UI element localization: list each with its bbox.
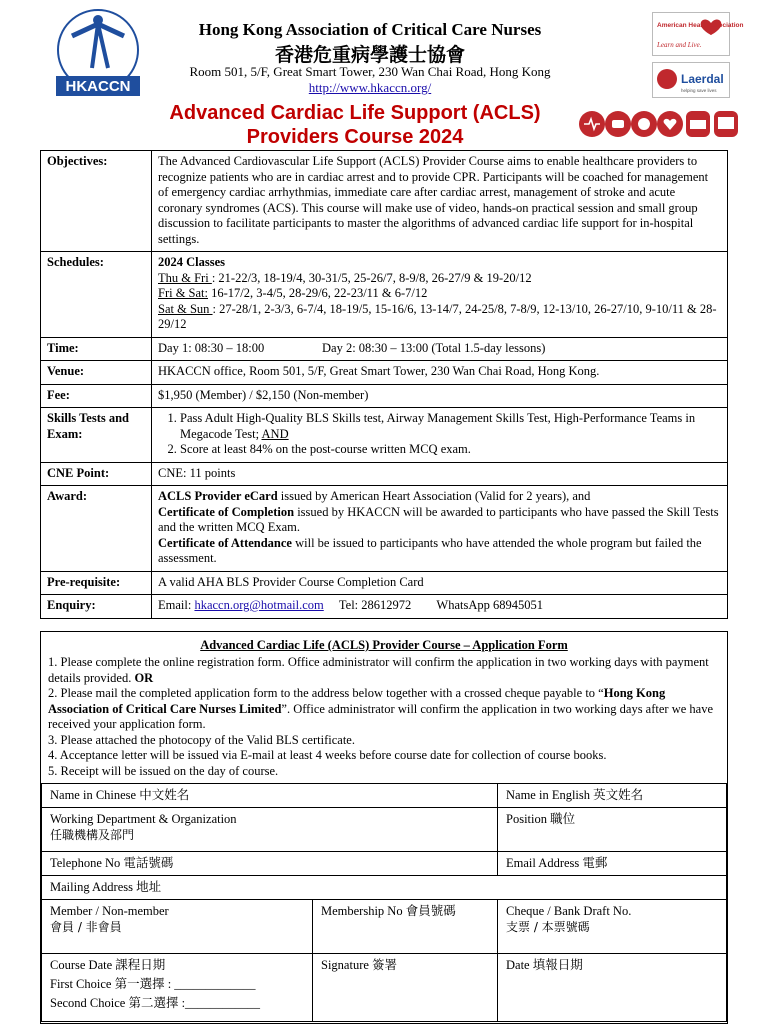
time-label: Time: — [41, 337, 152, 361]
mailing-address-field[interactable]: Mailing Address 地址 — [42, 876, 727, 900]
membership-no-field[interactable]: Membership No 會員號碼 — [313, 900, 498, 954]
skills-item-1: 1. Pass Adult High-Quality BLS Skills test, Airway Management Skills Test, High-Performance Teams in Megacode Test; AND — [180, 411, 721, 442]
enquiry-row — [41, 595, 728, 619]
member-status-field[interactable]: Member / Non-member 會員 / 非會員 — [42, 900, 313, 954]
email-field[interactable]: Email Address 電郵 — [498, 852, 727, 876]
prereq-text: A valid AHA BLS Provider Course Completion Card — [152, 571, 728, 595]
svg-text:helping save lives: helping save lives — [681, 88, 717, 93]
cne-label: CNE Point: — [41, 462, 152, 486]
cne-text: CNE: 11 points — [152, 462, 728, 486]
svg-text:Laerdal: Laerdal — [681, 72, 724, 86]
form-instructions — [48, 655, 716, 779]
first-choice-field[interactable]: First Choice 第一選擇 : _____________ — [50, 977, 256, 991]
award-cell: ACLS Provider eCard issued by American Heart Association (Valid for 2 years), and Certificate of Completion issued by HKACCN will be awarded to participants who have passed the Skill Tests and the written MCQ Exam. Certificate of Attendance will be issued to participants who have attended the whole program but failed the assessment. — [152, 486, 728, 572]
venue-row — [41, 361, 728, 385]
fee-row — [41, 384, 728, 408]
fee-text: $1,950 (Member) / $2,150 (Non-member) — [152, 384, 728, 408]
objectives-row — [41, 151, 728, 252]
course-info-table — [40, 150, 728, 619]
schedules-label: Schedules: — [41, 252, 152, 338]
course-icons-strip — [578, 108, 738, 138]
objectives-label: Objectives: — [41, 151, 152, 252]
org-name-en: Hong Kong Association of Critical Care Nurses — [198, 20, 542, 39]
fee-label: Fee: — [41, 384, 152, 408]
signature-field[interactable]: Signature 簽署 — [313, 954, 498, 1022]
skills-item-2: 2. Score at least 84% on the post-course written MCQ exam. — [180, 442, 721, 458]
instruction-1: 1. Please complete the online registration form. Office administrator will confirm the application in two working days with payment details provided. OR — [48, 655, 709, 685]
org-website-link[interactable]: http://www.hkaccn.org/ — [308, 80, 432, 95]
laerdal-logo — [652, 62, 730, 98]
time-cell: Day 1: 08:30 – 18:00 Day 2: 08:30 – 13:00 (Total 1.5-day lessons) — [152, 337, 728, 361]
hkaccn-logo — [42, 6, 154, 102]
award-label: Award: — [41, 486, 152, 572]
objectives-text: The Advanced Cardiovascular Life Support (ACLS) Provider Course aims to enable healthcare providers to recognize patients who are in cardiac arrest and to provide CPR. Participants will be coached for management of emergency cardiac arrhythmias, immediate care after cardiac arrest, management of stroke and acute coronary syndromes (ACS). This course will make use of video, hands-on practical session and small group discussion to facilitate participants to master the algorithms of advanced cardiac life support for in-hospital settings. — [152, 151, 728, 252]
name-zh-field[interactable]: Name in Chinese 中文姓名 — [42, 784, 498, 808]
schedules-heading: 2024 Classes — [158, 255, 226, 269]
position-field[interactable]: Position 職位 — [498, 808, 727, 852]
date-field[interactable]: Date 填報日期 — [498, 954, 727, 1022]
svg-text:HKACCN: HKACCN — [65, 78, 131, 95]
instruction-2: 2. Please mail the completed application form to the address below together with a crossed cheque payable to “Hong Kong Association of Critical Care Nurses Limited”. Office administrator will confirm the application in two working days after we have received your application form. — [48, 686, 714, 731]
schedule-thu-fri: Thu & Fri : 21-22/3, 18-19/4, 30-31/5, 25-26/7, 8-9/8, 26-27/9 & 19-20/12 — [158, 270, 532, 285]
skills-row — [41, 408, 728, 463]
enquiry-email-link[interactable]: hkaccn.org@hotmail.com — [194, 598, 324, 612]
enquiry-whatsapp: WhatsApp 68945051 — [436, 598, 543, 612]
application-form-table — [41, 783, 727, 1022]
enquiry-cell: Email: hkaccn.org@hotmail.com Tel: 28612972 WhatsApp 68945051 — [152, 595, 728, 619]
award-row — [41, 486, 728, 572]
skills-label: Skills Tests and Exam: — [41, 408, 152, 463]
venue-text: HKACCN office, Room 501, 5/F, Great Smart Tower, 230 Wan Chai Road, Hong Kong. — [152, 361, 728, 385]
aha-logo — [652, 12, 744, 56]
enquiry-tel: Tel: 28612972 — [338, 598, 412, 612]
org-name-zh: 香港危重病學護士協會 — [274, 44, 465, 66]
schedules-row — [41, 252, 728, 338]
schedules-cell — [152, 252, 728, 338]
course-title-line1: Advanced Cardiac Life Support (ACLS) — [169, 102, 541, 124]
venue-label: Venue: — [41, 361, 152, 385]
instruction-3: 3. Please attached the photocopy of the Valid BLS certificate. — [48, 732, 355, 747]
prereq-row — [41, 571, 728, 595]
second-choice-field[interactable]: Second Choice 第二選擇 :____________ — [50, 996, 261, 1010]
enquiry-label: Enquiry: — [41, 595, 152, 619]
course-date-field[interactable]: Course Date 課程日期 First Choice 第一選擇 : _____________ Second Choice 第二選擇 :____________ — [42, 954, 313, 1022]
cheque-no-field[interactable]: Cheque / Bank Draft No. 支票 / 本票號碼 — [498, 900, 727, 954]
cne-row — [41, 462, 728, 486]
svg-text:American Heart Association: American Heart Association — [657, 22, 744, 29]
name-en-field[interactable]: Name in English 英文姓名 — [498, 784, 727, 808]
instruction-4: 4. Acceptance letter will be issued via E-mail at least 4 weeks before course date for collection of course books. — [48, 748, 607, 762]
svg-text:Learn and Live.: Learn and Live. — [657, 41, 702, 49]
schedule-sat-sun: Sat & Sun : 27-28/1, 2-3/3, 6-7/4, 18-19/5, 15-16/6, 13-14/7, 24-25/8, 7-8/9, 12-13/10, 26-27/10, 9-10/11 & 28-29/12 — [158, 301, 717, 331]
department-field[interactable]: Working Department & Organization 任職機構及部門 — [42, 808, 498, 852]
form-title: Advanced Cardiac Life (ACLS) Provider Course – Application Form — [200, 638, 568, 652]
instruction-5: 5. Receipt will be issued on the day of course. — [48, 763, 279, 778]
org-address: Room 501, 5/F, Great Smart Tower, 230 Wan Chai Road, Hong Kong — [189, 64, 551, 79]
skills-cell — [152, 408, 728, 463]
course-title-line2: Providers Course 2024 — [246, 126, 464, 148]
schedule-fri-sat: Fri & Sat: 16-17/2, 3-4/5, 28-29/6, 22-23/11 & 6-7/12 — [158, 286, 428, 300]
prereq-label: Pre-requisite: — [41, 571, 152, 595]
time-row — [41, 337, 728, 361]
telephone-field[interactable]: Telephone No 電話號碼 — [42, 852, 498, 876]
